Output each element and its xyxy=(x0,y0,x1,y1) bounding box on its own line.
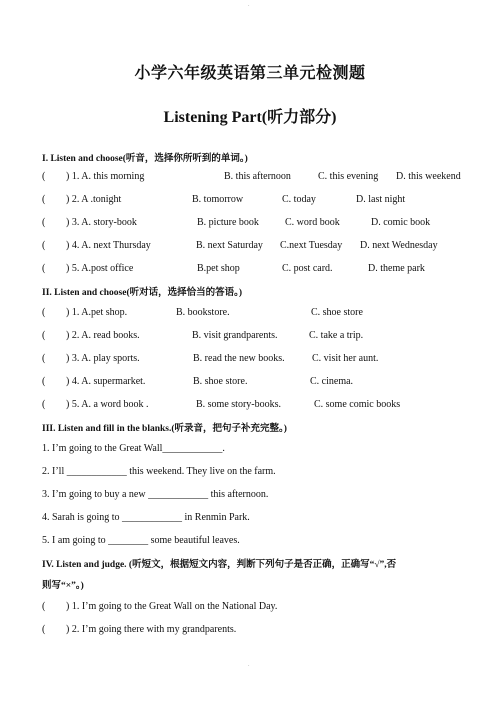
option-d: D. comic book xyxy=(371,217,431,228)
option-b: B. bookstore. xyxy=(176,307,230,318)
fill-blank-line: 3. I’m going to buy a new ____________ this afternoon. xyxy=(42,489,269,500)
section-2-heading: II. Listen and choose(听对话，选择恰当的答语。) xyxy=(42,288,243,298)
option-a: ) 1. A.pet shop. xyxy=(66,307,128,318)
judge-statement: ) 1. I’m going to the Great Wall on the National Day. xyxy=(66,601,278,612)
option-a: ) 2. A. read books. xyxy=(66,330,140,341)
option-b: B. shoe store. xyxy=(193,376,248,387)
option-c: C. some comic books xyxy=(314,399,401,410)
option-a: ) 5. A. a word book . xyxy=(66,399,149,410)
answer-paren: ( xyxy=(42,353,46,364)
page-subtitle: Listening Part(听力部分) xyxy=(163,109,337,126)
option-c: C. cinema. xyxy=(310,376,354,387)
option-d: D. next Wednesday xyxy=(360,240,438,251)
fill-blank-line: 4. Sarah is going to ____________ in Renmin Park. xyxy=(42,512,250,523)
option-b: B. visit grandparents. xyxy=(192,330,278,341)
option-d: D. last night xyxy=(356,194,406,205)
option-a: ) 2. A .tonight xyxy=(66,194,122,205)
answer-paren: ( xyxy=(42,601,46,612)
option-a: ) 3. A. story-book xyxy=(66,217,137,228)
option-c: C.next Tuesday xyxy=(280,240,343,251)
option-c: C. visit her aunt. xyxy=(312,353,379,364)
answer-paren: ( xyxy=(42,330,46,341)
option-a: ) 4. A. next Thursday xyxy=(66,240,151,251)
answer-paren: ( xyxy=(42,217,46,228)
section-4-heading: IV. Listen and judge. (听短文，根据短文内容，判断下列句子是否正确，正确写“√”,否 xyxy=(42,560,397,570)
section-1-heading: I. Listen and choose(听音，选择你所听到的单词。) xyxy=(42,154,248,164)
option-a: ) 5. A.post office xyxy=(66,263,134,274)
section-3-heading: III. Listen and fill in the blanks.(听录音，把句子补充完整。) xyxy=(42,424,287,434)
option-b: B. picture book xyxy=(197,217,259,228)
option-b: B.pet shop xyxy=(197,263,240,274)
answer-paren: ( xyxy=(42,307,46,318)
answer-paren: ( xyxy=(42,194,46,205)
option-d: D. theme park xyxy=(368,263,425,274)
option-b: B. this afternoon xyxy=(224,171,291,182)
answer-paren: ( xyxy=(42,263,46,274)
option-a: ) 4. A. supermarket. xyxy=(66,376,146,387)
option-c: C. word book xyxy=(285,217,340,228)
header-dot: . xyxy=(248,2,250,8)
option-b: B. next Saturday xyxy=(196,240,263,251)
answer-paren: ( xyxy=(42,624,46,635)
answer-paren: ( xyxy=(42,399,46,410)
fill-blank-line: 2. I’ll ____________ this weekend. They live on the farm. xyxy=(42,466,276,477)
option-c: C. shoe store xyxy=(311,307,363,318)
footer-dot: . xyxy=(248,662,250,668)
option-c: C. post card. xyxy=(282,263,333,274)
answer-paren: ( xyxy=(42,171,46,182)
judge-statement: ) 2. I’m going there with my grandparents. xyxy=(66,624,237,635)
section-4-heading-cont: 则写“×”。) xyxy=(42,581,84,591)
option-d: D. this weekend xyxy=(396,171,461,182)
option-b: B. read the new books. xyxy=(193,353,285,364)
option-c: C. take a trip. xyxy=(309,330,364,341)
fill-blank-line: 5. I am going to ________ some beautiful leaves. xyxy=(42,535,240,546)
option-b: B. tomorrow xyxy=(192,194,244,205)
fill-blank-line: 1. I’m going to the Great Wall____________. xyxy=(42,443,225,454)
option-c: C. today xyxy=(282,194,316,205)
option-b: B. some story-books. xyxy=(196,399,281,410)
page-title: 小学六年级英语第三单元检测题 xyxy=(134,63,366,82)
option-c: C. this evening xyxy=(318,171,379,182)
option-a: ) 1. A. this morning xyxy=(66,171,145,182)
answer-paren: ( xyxy=(42,376,46,387)
option-a: ) 3. A. play sports. xyxy=(66,353,140,364)
answer-paren: ( xyxy=(42,240,46,251)
